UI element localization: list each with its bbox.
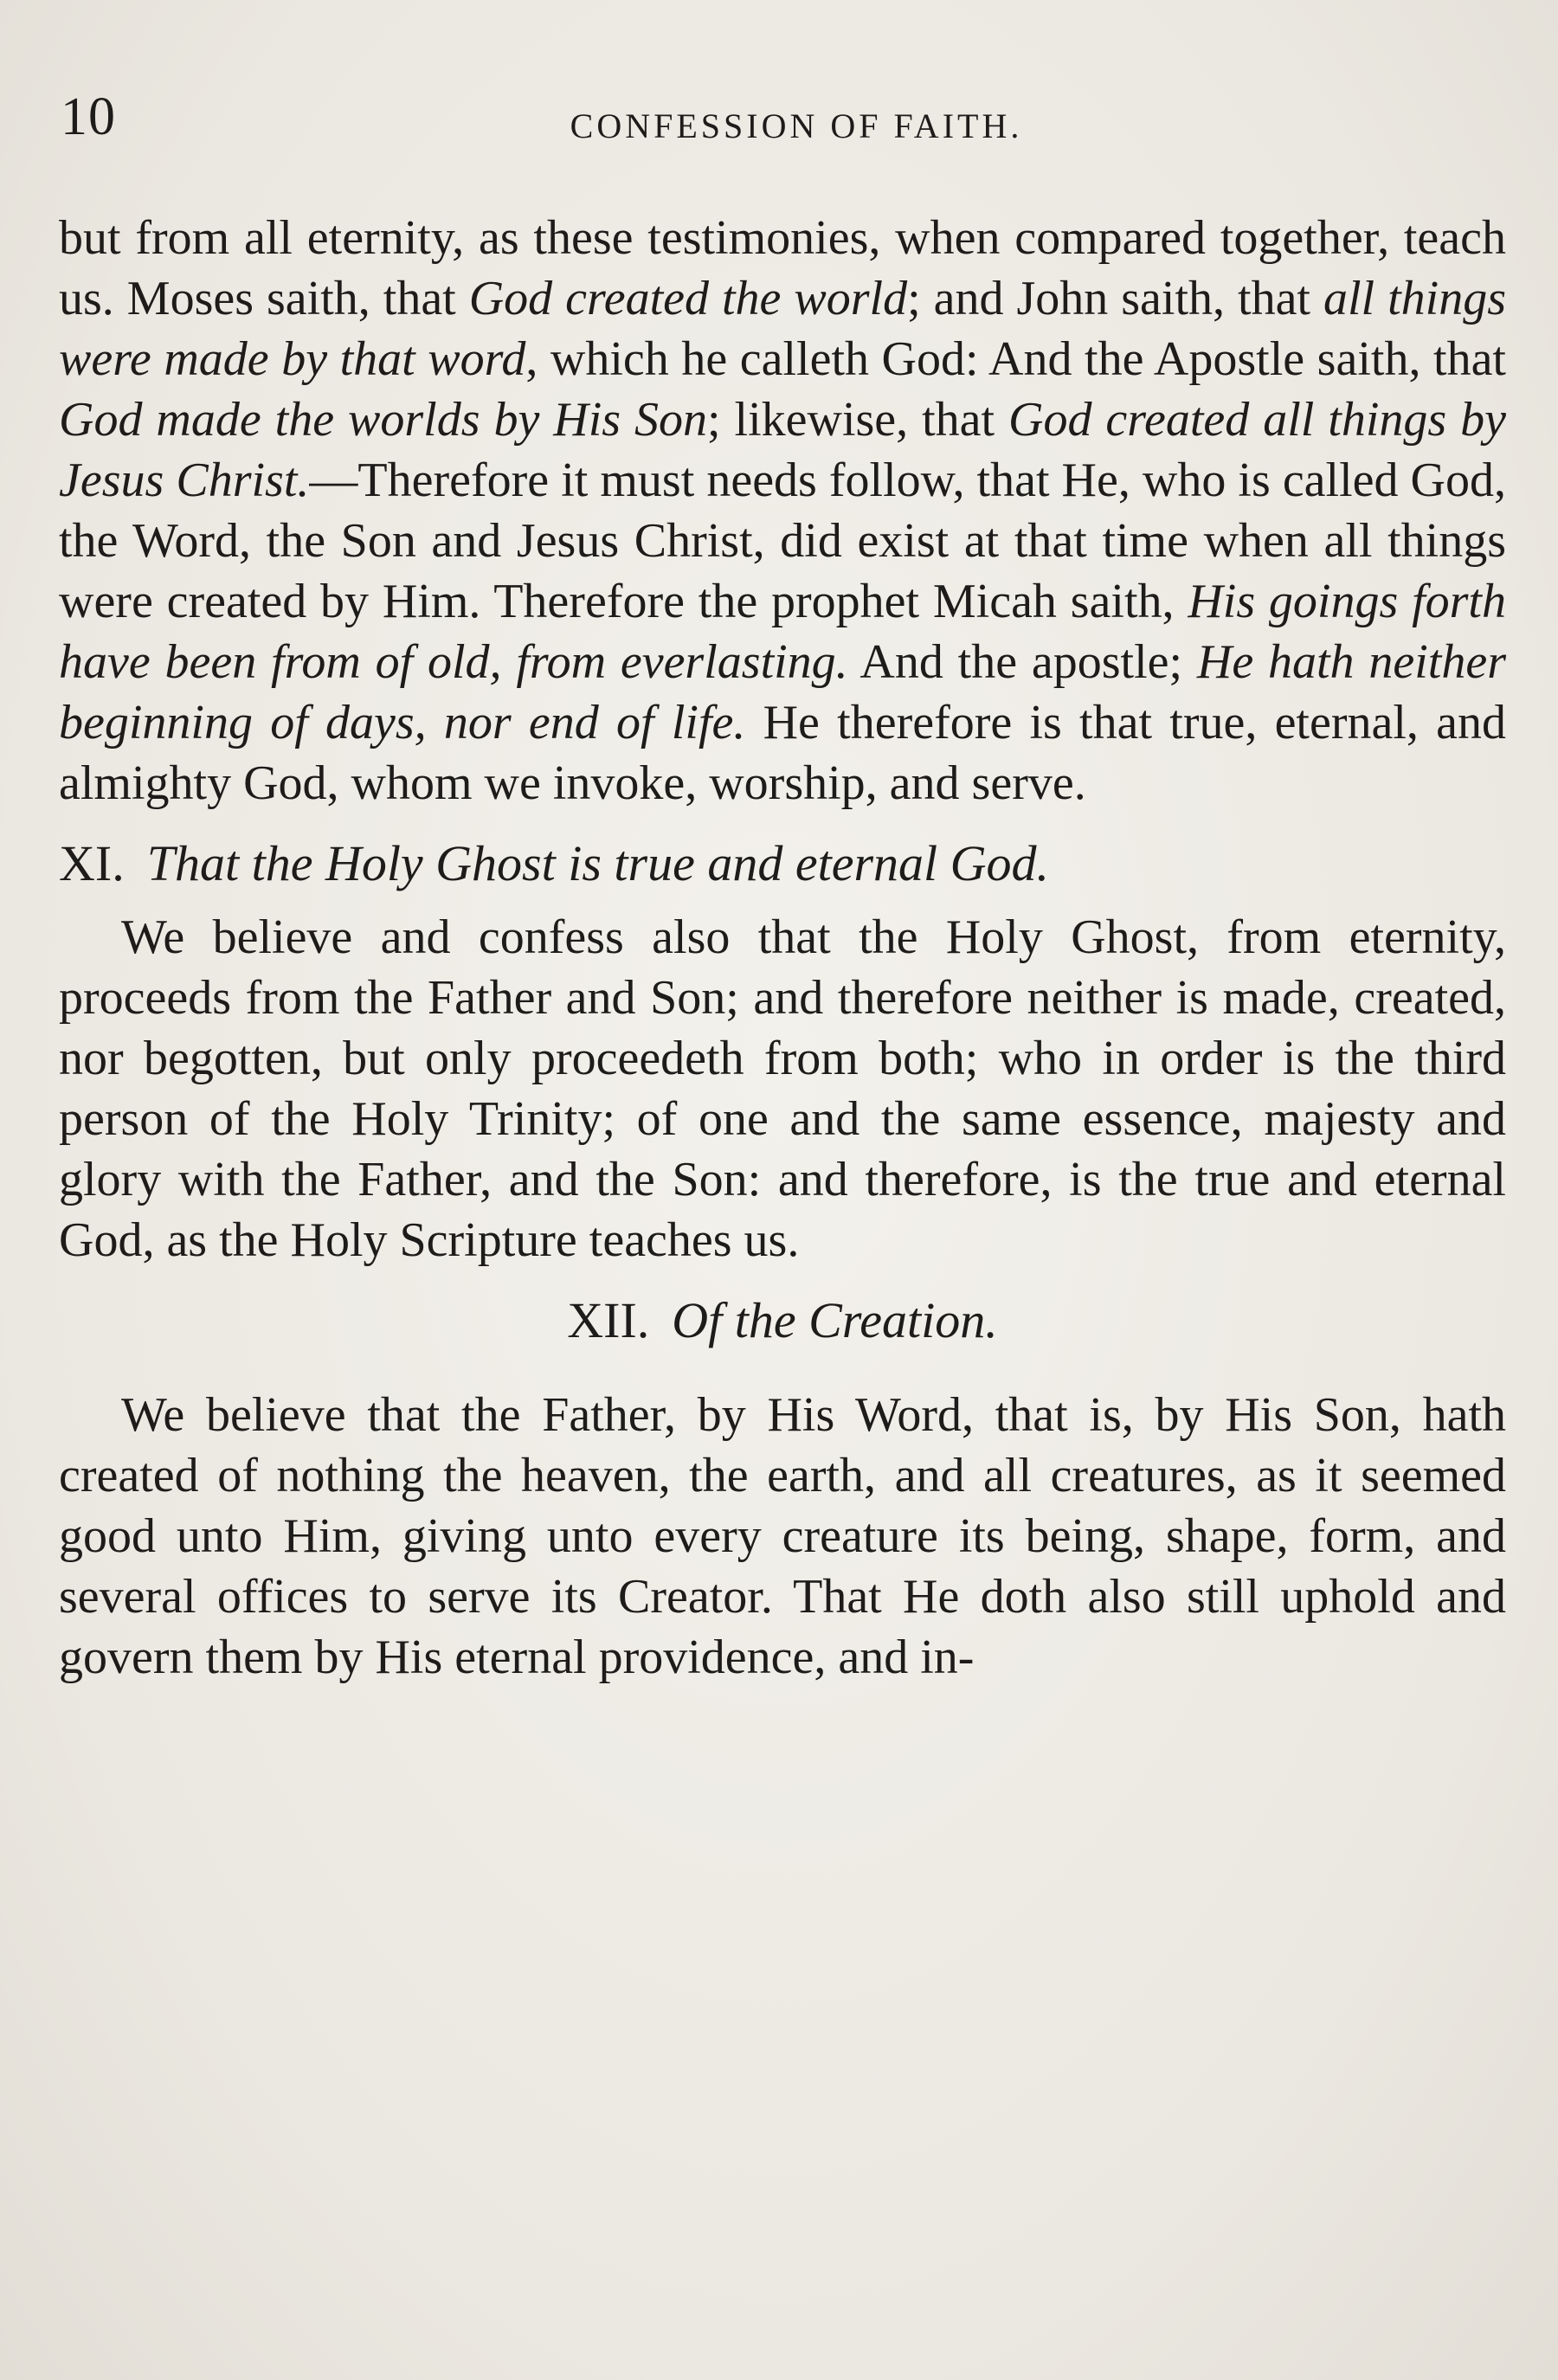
text-run: , which he calleth God: And the Apostle saith, that	[525, 332, 1506, 386]
italic-quote: God made the worlds by His Son	[59, 393, 708, 447]
text-run: ; likewise, that	[707, 393, 1009, 447]
page-number: 10	[61, 87, 116, 146]
article-number: XII.	[567, 1292, 650, 1348]
article-heading-xi	[59, 833, 1506, 895]
italic-quote: His goings forth have been from of old, from everlasting.	[59, 575, 1506, 689]
text-run: ; and John saith, that	[907, 272, 1323, 325]
text-run: but from all eternity, as these testimonies, when compared together, teach us. Moses saith, that	[59, 211, 1506, 325]
italic-quote: God created all things by Jesus Christ.	[59, 393, 1507, 507]
paragraph-article-xi: We believe and confess also that the Holy Ghost, from eternity, proceeds from the Father and Son; and therefore neither is made, created, nor begotten, but only proceedeth from both; who in order is the third person of the Holy Trinity; of one and the same essence, majesty and glory with the Father, and the Son: and therefore, is the true and eternal God, as the Holy Scripture teaches us.	[59, 910, 1506, 1267]
article-title: Of the Creation.	[672, 1292, 998, 1348]
article-title: That the Holy Ghost is true and eternal God.	[146, 835, 1050, 891]
text-run: —Therefore it must needs follow, that He, who is called God, the Word, the Son and Jesus Christ, did exist at that time when all things were created by Him. Therefore the prophet Micah saith,	[59, 453, 1506, 628]
text-run: And the apostle;	[847, 635, 1197, 689]
italic-quote: all things were made by that word	[59, 272, 1506, 386]
page-header	[61, 87, 1506, 156]
running-head: CONFESSION OF FAITH.	[570, 106, 1023, 145]
paragraph-article-x-continued	[59, 208, 1506, 814]
text-run: He therefore is that true, eternal, and almighty God, whom we invoke, worship, and serve.	[59, 696, 1506, 810]
body-text	[59, 208, 1506, 1688]
article-number: XI.	[59, 835, 125, 891]
paragraph-article-xii: We believe that the Father, by His Word, that is, by His Son, hath created of nothing the heaven, the earth, and all creatures, as it seemed good unto Him, giving unto every creature its being, shape, form, and several offices to serve its Creator. That He doth also still uphold and govern them by His eternal providence, and in-	[59, 1388, 1506, 1684]
italic-quote: He hath neither beginning of days, nor end of life.	[59, 635, 1506, 749]
italic-quote: God created the world	[468, 272, 908, 325]
article-heading-xii	[59, 1290, 1506, 1352]
